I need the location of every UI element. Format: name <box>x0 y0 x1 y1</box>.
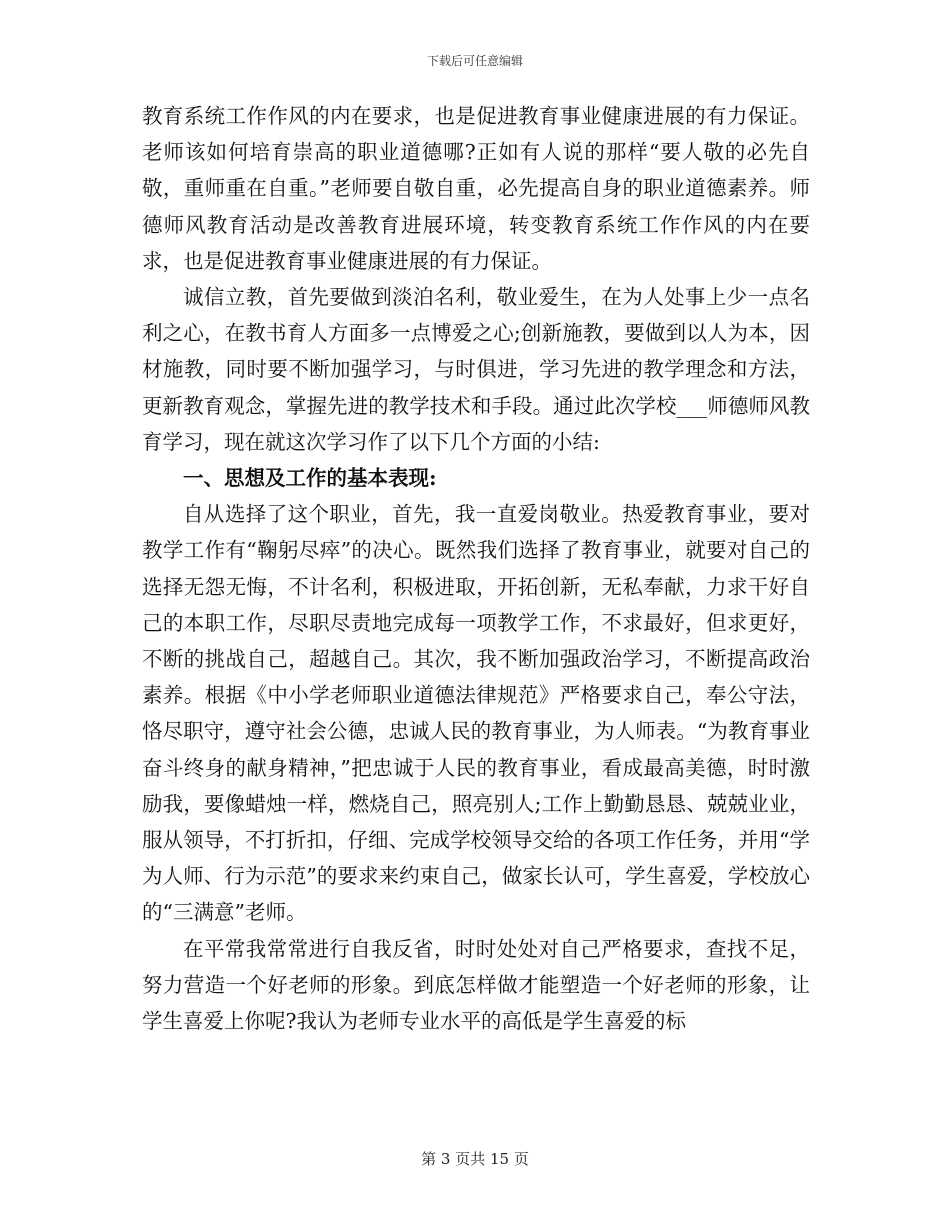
page-footer: 第 3 页共 15 页 <box>421 1150 529 1168</box>
paragraph-integrity: 诚信立教，首先要做到淡泊名利，敬业爱生，在为人处事上少一点名利之心，在教书育人方面多一点博爱之心;创新施教，要做到以人为本，因材施教，同时要不断加强学习，与时俱进，学习先进的教学理念和方法，更新教育观念，掌握先进的教学技术和手段。通过此次学校___师德师风教育学习，现在就这次学习作了以下几个方面的小结: <box>142 285 810 454</box>
paragraph-dedication: 自从选择了这个职业，首先，我一直爱岗敬业。热爱教育事业，要对教学工作有“鞠躬尽瘁”的决心。既然我们选择了教育事业，就要对自己的选择无怨无悔，不计名利，积极进取，开拓创新，无私奉献，力求干好自己的本职工作，尽职尽责地完成每一项教学工作，不求最好，但求更好，不断的挑战自己，超越自己。其次，我不断加强政治学习，不断提高政治素养。根据《中小学老师职业道德法律规范》严格要求自己，奉公守法，恪尽职守，遵守社会公德，忠诚人民的教育事业，为人师表。“为教育事业奋斗终身的献身精神，”把忠诚于人民的教育事业，看成最高美德，时时激励我，要像蜡烛一样，燃烧自己，照亮别人;工作上勤勤恳恳、兢兢业业，服从领导，不打折扣，仔细、完成学校领导交给的各项工作任务，并用“学为人师、行为示范”的要求来约束自己，做家长认可，学生喜爱，学校放心的“三满意”老师。 <box>142 502 810 925</box>
page-header: 下载后可任意编辑 <box>426 54 523 68</box>
paragraph-continued: 教育系统工作作风的内在要求，也是促进教育事业健康进展的有力保证。老师该如何培育崇高的职业道德哪?正如有人说的那样“要人敬的必先自敬，重师重在自重。”老师要自敬自重，必先提高自身的职业道德素养。师德师风教育活动是改善教育进展环境，转变教育系统工作作风的内在要求，也是促进教育事业健康进展的有力保证。 <box>142 104 810 273</box>
paragraph-reflection: 在平常我常常进行自我反省，时时处处对自己严格要求，查找不足，努力营造一个好老师的形象。到底怎样做才能塑造一个好老师的形象，让学生喜爱上你呢?我认为老师专业水平的高低是学生喜爱的标 <box>142 936 810 1034</box>
document-body <box>142 98 810 1039</box>
section-heading: 一、思想及工作的基本表现: <box>183 466 437 491</box>
